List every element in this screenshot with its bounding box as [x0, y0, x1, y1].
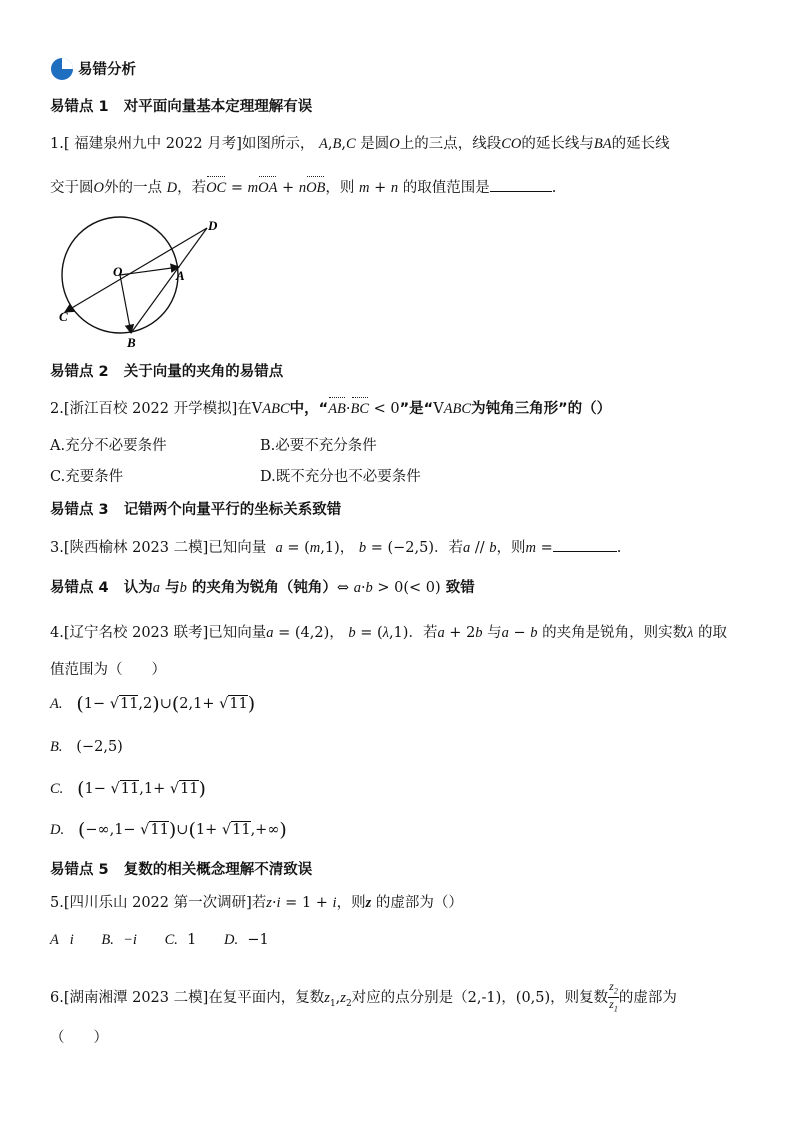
label-D: D	[208, 218, 218, 233]
option-5C[interactable]: C. 1	[164, 932, 197, 948]
option-2A[interactable]: A.充分不必要条件	[50, 438, 167, 454]
error-point-1: 易错点 1 对平面向量基本定理理解有误	[50, 99, 313, 115]
question-2: 2.[浙江百校 2022 开学模拟]在VABC中，“AB·BC < 0”是“VABC为钝角三角形”的（）	[50, 401, 612, 417]
question-1-line-1: 1.[ 福建泉州九中 2022 月考]如图所示， A,B,C 是圆O上的三点，线段CO的延长线与BA的延长线	[50, 136, 670, 152]
question-4-line-1: 4.[辽宁名校 2023 联考]已知向量a = (4,2)， b = (λ,1)．若a + 2b 与a − b 的夹角是锐角，则实数λ 的取	[50, 625, 728, 641]
question-5-options	[50, 930, 269, 950]
answer-blank[interactable]	[490, 177, 552, 192]
option-5B[interactable]: B. −i	[101, 932, 137, 948]
circle-diagram	[55, 215, 235, 350]
option-2D[interactable]: D.既不充分也不必要条件	[260, 469, 421, 485]
option-2C[interactable]: C.充要条件	[50, 469, 124, 485]
label-A: A	[176, 268, 185, 283]
question-3: 3.[陕西榆林 2023 二模]已知向量 a = (m,1)， b = (−2,5)．若a // b，则m = .	[50, 537, 621, 558]
question-6-line-2: （ ）	[50, 1030, 108, 1046]
label-O: O	[113, 264, 123, 279]
option-5A[interactable]: A i	[50, 932, 74, 948]
label-B: B	[127, 335, 136, 350]
error-point-2: 易错点 2 关于向量的夹角的易错点	[50, 364, 284, 380]
option-4C[interactable]: C. (1− √11,1+ √11)	[50, 778, 206, 800]
question-6-line-1: 6.[湖南湘潭 2023 二模]在复平面内，复数$z_1,z_2$对应的点分别是（2,-1)，(0,5)，则复数 $\frac{z_2}{z_1}$ 的虚部为	[50, 979, 677, 1014]
error-point-3: 易错点 3 记错两个向量平行的坐标关系致错	[50, 502, 342, 518]
option-5D[interactable]: D. −1	[224, 932, 269, 948]
option-4A[interactable]: A. (1− √11,2)∪(2,1+ √11)	[50, 693, 256, 715]
option-4B[interactable]: B. (−2,5)	[50, 739, 123, 755]
question-1-line-2: 交于圆O外的一点 D，若OC = mOA + nOB，则 m + n 的取值范围是 .	[50, 177, 556, 198]
option-2B[interactable]: B.必要不充分条件	[260, 438, 377, 454]
label-C: C	[59, 309, 68, 324]
pie-badge-icon	[50, 57, 74, 81]
error-point-4: 易错点 4 认为a 与b 的夹角为锐角（钝角）⇔ a·b > 0(< 0) 致错	[50, 580, 475, 596]
answer-blank-3[interactable]	[553, 537, 617, 552]
question-5: 5.[四川乐山 2022 第一次调研]若z·i = 1 + i，则z 的虚部为（）	[50, 895, 463, 911]
option-4D[interactable]: D. (−∞,1− √11)∪(1+ √11,+∞)	[50, 819, 287, 841]
question-4-line-2: 值范围为（ ）	[50, 662, 166, 678]
error-point-5: 易错点 5 复数的相关概念理解不清致误	[50, 862, 313, 878]
section-title: 易错分析	[78, 62, 136, 78]
